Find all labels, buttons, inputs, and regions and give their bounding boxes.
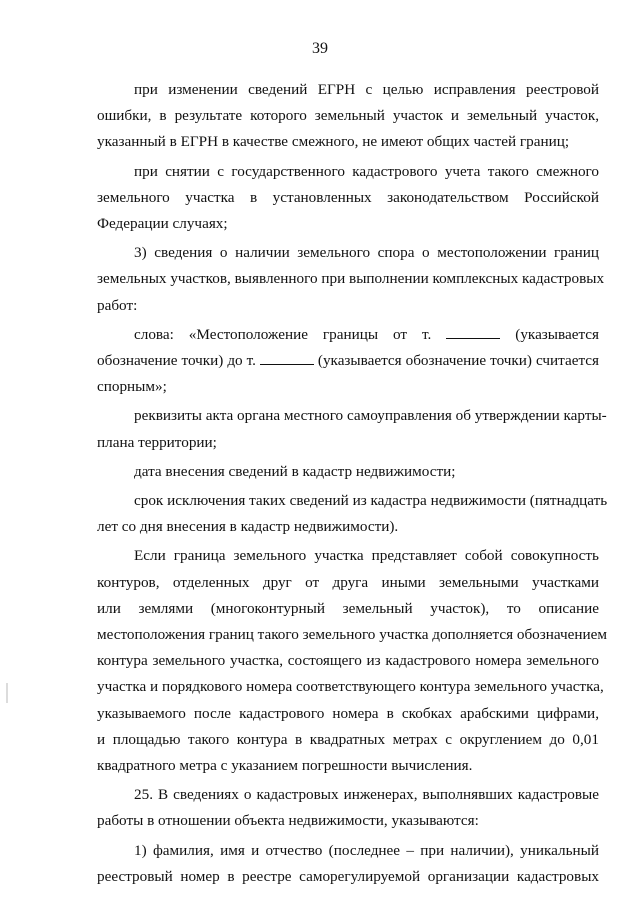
text-fragment: (указывается обозначение точки) считается	[317, 352, 599, 370]
text-line: земельного участка в установленных законодательством Российской	[97, 188, 599, 206]
text-line: лет со дня внесения в кадастр недвижимости).	[97, 518, 399, 536]
text-fragment: слова: «Местоположение границы от т.	[134, 325, 432, 343]
text-line: Если граница земельного участка представляет собой совокупность	[134, 547, 599, 565]
paragraph-cadastral-engineers	[97, 782, 599, 834]
text-line: дата внесения сведений в кадастр недвижимости;	[134, 462, 456, 480]
text-line: срок исключения таких сведений из кадастра недвижимости (пятнадцать	[134, 492, 608, 510]
text-line: контура земельного участка, состоящего из кадастрового номера земельного	[97, 652, 599, 670]
document-body	[97, 77, 608, 893]
fill-in-blank	[446, 326, 500, 339]
text-line: и площадью такого контура в квадратных метрах с округлением до 0,01	[97, 730, 599, 748]
text-line: участка и порядкового номера соответствующего контура земельного участка,	[97, 678, 604, 696]
paragraph-multi-contour-plot	[97, 543, 608, 779]
text-line: работ:	[97, 296, 138, 314]
text-line: контуров, отделенных друг от друга иными земельными участками	[97, 573, 599, 591]
text-line: местоположения границ такого земельного участка дополняется обозначением	[97, 626, 608, 644]
text-line: 1) фамилия, имя и отчество (последнее – при наличии), уникальный	[134, 841, 599, 859]
text-line: плана территории;	[97, 433, 217, 451]
scan-margin-mark	[6, 683, 8, 703]
text-line: спорным»;	[97, 378, 167, 396]
paragraph-land-dispute	[97, 240, 605, 319]
text-line	[97, 348, 599, 374]
text-line: или землями (многоконтурный земельный участок), то описание	[97, 599, 599, 617]
text-line: 25. В сведениях о кадастровых инженерах, выполнявших кадастровые	[134, 786, 599, 804]
text-line: 3) сведения о наличии земельного спора о местоположении границ	[134, 244, 599, 262]
text-line: при снятии с государственного кадастрового учета такого смежного	[134, 162, 599, 180]
text-line: Федерации случаях;	[97, 215, 228, 233]
paragraph-entry-date	[97, 459, 599, 485]
paragraph-exclusion-term	[97, 488, 608, 540]
text-fragment: обозначение точки) до т.	[97, 352, 256, 370]
paragraph-egrn-correction	[97, 77, 599, 156]
page-number: 39	[312, 40, 328, 57]
paragraph-engineer-name	[97, 838, 599, 890]
paragraph-cadastral-removal	[97, 159, 599, 238]
text-line: при изменении сведений ЕГРН с целью исправления реестровой	[134, 81, 599, 98]
text-line	[97, 322, 599, 348]
text-line: ошибки, в результате которого земельный участок и земельный участок,	[97, 107, 599, 125]
text-fragment: (указывается	[515, 325, 600, 343]
paragraph-act-requisites	[97, 403, 607, 455]
text-line: указываемого после кадастрового номера в скобках арабскими цифрами,	[97, 704, 599, 722]
text-line: земельных участков, выявленного при выполнении комплексных кадастровых	[97, 270, 605, 288]
text-line: указанный в ЕГРН в качестве смежного, не имеют общих частей границ;	[97, 133, 570, 151]
text-line: работы в отношении объекта недвижимости, указываются:	[97, 812, 479, 830]
text-line: реквизиты акта органа местного самоуправления об утверждении карты-	[134, 407, 607, 425]
fill-in-blank	[260, 352, 314, 365]
text-line: квадратного метра с указанием погрешности вычисления.	[97, 757, 473, 775]
text-line: реестровый номер в реестре саморегулируемой организации кадастровых	[97, 867, 599, 885]
paragraph-disputed-boundary-words	[97, 322, 599, 401]
